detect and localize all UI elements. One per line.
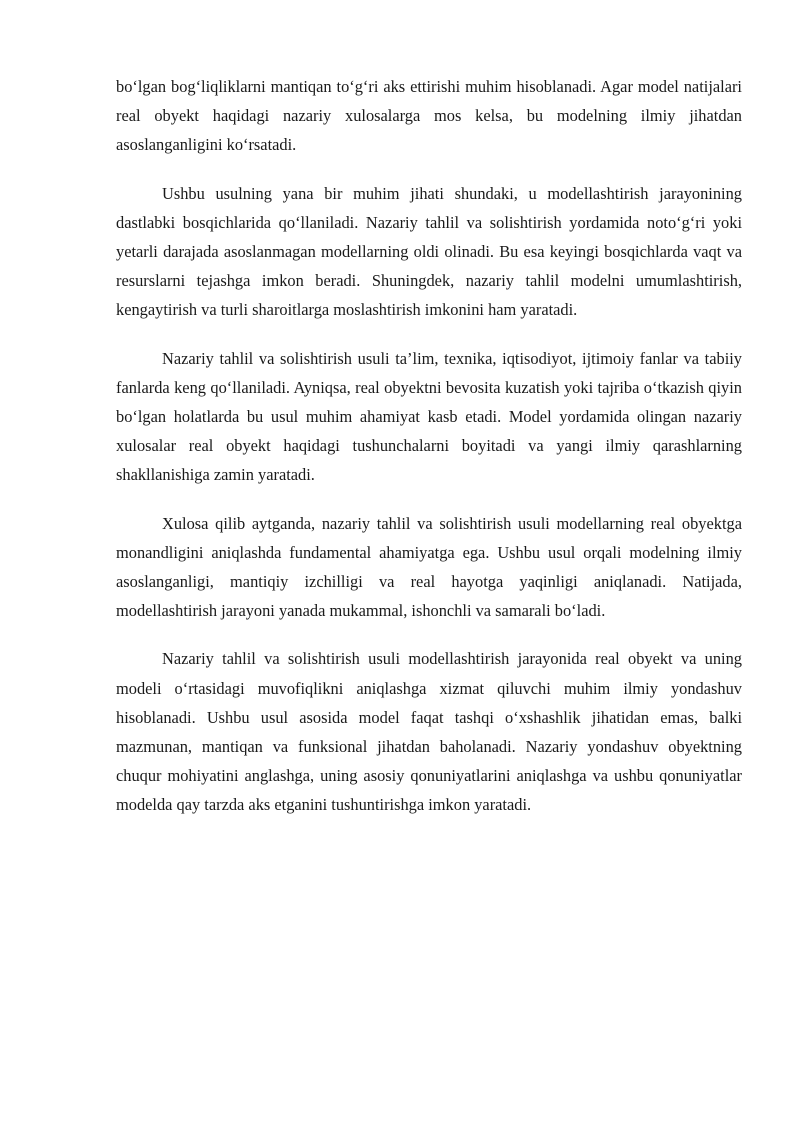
paragraph-qollanilishi: Nazariy tahlil va solishtirish usuli ta’lim, texnika, iqtisodiyot, ijtimoiy fanlar va tabiiy fanlarda keng qo‘llaniladi. Ayniqsa, real obyektni bevosita kuzatish yoki tajriba o‘tkazish qiyin bo‘lgan holatlarda bu usul muhim ahamiyat kasb etadi. Model yordamida olingan nazariy xulosalar real obyekt haqidagi tushunchalarni boyitadi va yangi ilmiy qarashlarning shakllanishiga zamin yaratadi. [116,348,742,485]
document-page [116,72,742,839]
paragraph-yondashuv: Nazariy tahlil va solishtirish usuli modellashtirish jarayonida real obyekt va uning modeli o‘rtasidagi muvofiqlikni aniqlashga xizmat qiluvchi muhim ilmiy yondashuv hisoblanadi. Ushbu usul asosida model faqat tashqi o‘xshashlik jihatidan emas, balki mazmunan, mantiqan va funksional jihatdan baholanadi. Nazariy yondashuv obyektning chuqur mohiyatini anglashga, uning asosiy qonuniyatlarini aniqlashga va ushbu qonuniyatlar modelda qay tarzda aks etganini tushuntirishga imkon yaratadi. [116,649,742,815]
paragraph-continuation: bo‘lgan bog‘liqliklarni mantiqan to‘g‘ri aks ettirishi muhim hisoblanadi. Agar model natijalari real obyekt haqidagi nazariy xulosalarga mos kelsa, bu modelning ilmiy jihatdan asoslanganligini ko‘rsatadi. [116,77,742,155]
paragraph-xulosa: Xulosa qilib aytganda, nazariy tahlil va solishtirish usuli modellarning real obyektga monandligini aniqlashda fundamental ahamiyatga ega. Ushbu usul orqali modelning ilmiy asoslanganligi, mantiqiy izchilligi va real hayotga yaqinligi aniqlanadi. Natijada, modellashtirish jarayoni yanada mukammal, ishonchli va samarali bo‘ladi. [116,513,742,621]
paragraph-usul-jihati: Ushbu usulning yana bir muhim jihati shundaki, u modellashtirish jarayonining dastlabki bosqichlarida qo‘llaniladi. Nazariy tahlil va solishtirish yordamida noto‘g‘ri yoki yetarli darajada asoslanmagan modellarning oldi olinadi. Bu esa keyingi bosqichlarda vaqt va resurslarni tejashga imkon beradi. Shuningdek, nazariy tahlil modelni umumlashtirish, kengaytirish va turli sharoitlarga moslashtirish imkonini ham yaratadi. [116,183,742,320]
